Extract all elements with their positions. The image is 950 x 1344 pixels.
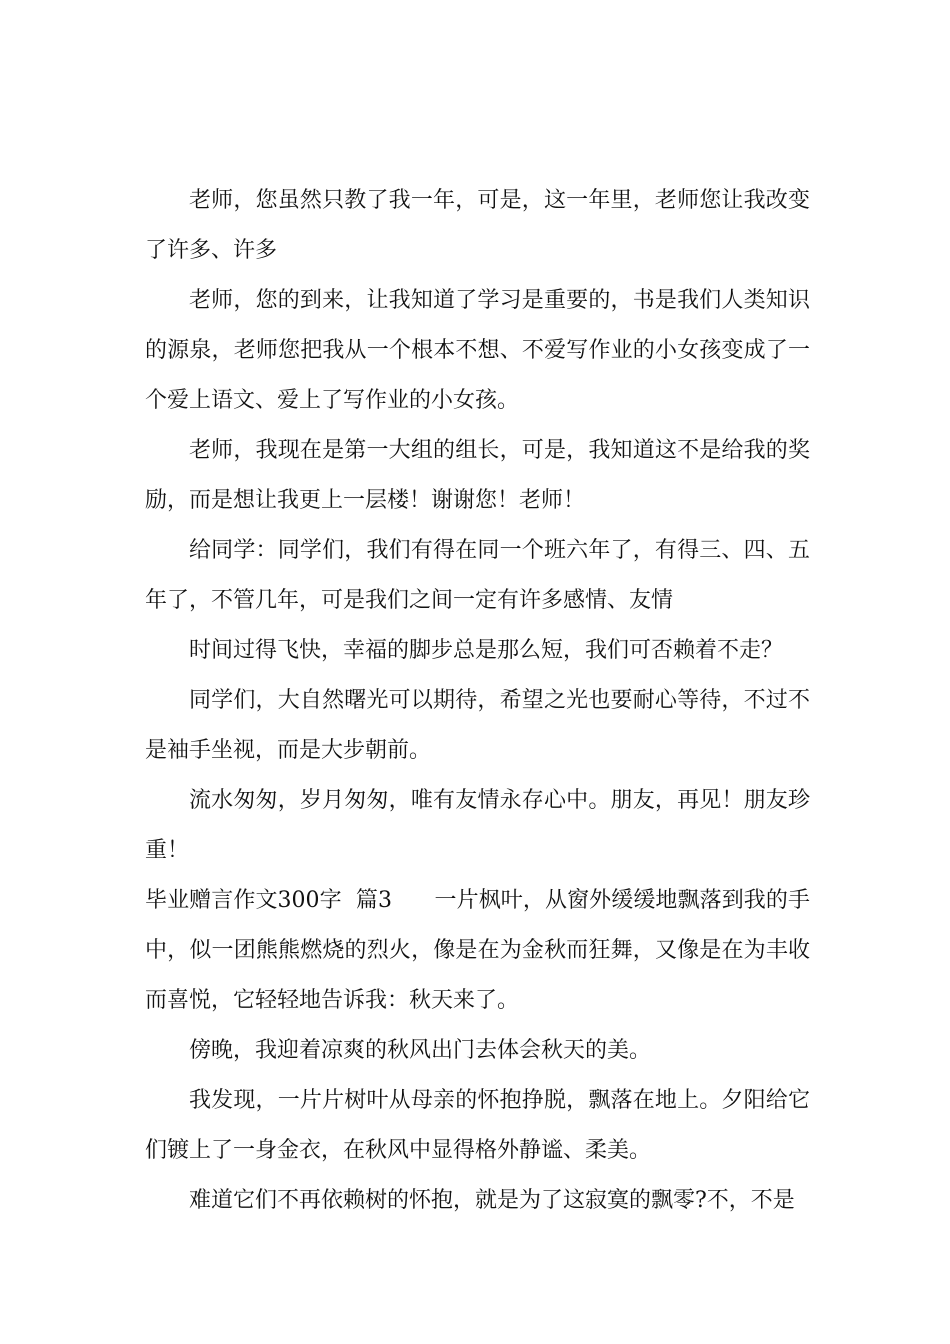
section-first-paragraph: 一片枫叶，从窗外缓缓地飘落到我的手中，似一团熊熊燃烧的烈火，像是在为金秋而狂舞，又像是在为丰收而喜悦，它轻轻地告诉我：秋天来了。 (145, 888, 810, 1013)
paragraph-2: 老师，您的到来，让我知道了学习是重要的，书是我们人类知识的源泉，老师您把我从一个根本不想、不爱写作业的小女孩变成了一个爱上语文、爱上了写作业的小女孩。 (145, 288, 810, 413)
paragraph-4: 给同学：同学们，我们有得在同一个班六年了，有得三、四、五年了，不管几年，可是我们之间一定有许多感情、友情 (145, 538, 810, 613)
heading-gap (392, 888, 435, 913)
section-paragraph (145, 876, 810, 1026)
paragraph-5: 时间过得飞快，幸福的脚步总是那么短，我们可否赖着不走？ (189, 638, 784, 663)
paragraph-7: 流水匆匆，岁月匆匆，唯有友情永存心中。朋友，再见！朋友珍重！ (145, 788, 810, 863)
paragraph-9: 我发现，一片片树叶从母亲的怀抱挣脱，飘落在地上。夕阳给它们镀上了一身金衣，在秋风中显得格外静谧、柔美。 (145, 1088, 810, 1163)
section-heading: 毕业赠言作文300字 篇3 (145, 888, 392, 913)
paragraph-10: 难道它们不再依赖树的怀抱，就是为了这寂寞的飘零?不，不是 (189, 1188, 795, 1213)
paragraph-6: 同学们，大自然曙光可以期待，希望之光也要耐心等待，不过不是袖手坐视，而是大步朝前。 (145, 688, 810, 763)
paragraph-1: 老师，您虽然只教了我一年，可是，这一年里，老师您让我改变了许多、许多 (145, 188, 810, 263)
paragraph-3: 老师，我现在是第一大组的组长，可是，我知道这不是给我的奖励，而是想让我更上一层楼！谢谢您！老师！ (145, 438, 810, 513)
document-body (145, 176, 810, 1226)
paragraph-8: 傍晚，我迎着凉爽的秋风出门去体会秋天的美。 (189, 1038, 652, 1063)
